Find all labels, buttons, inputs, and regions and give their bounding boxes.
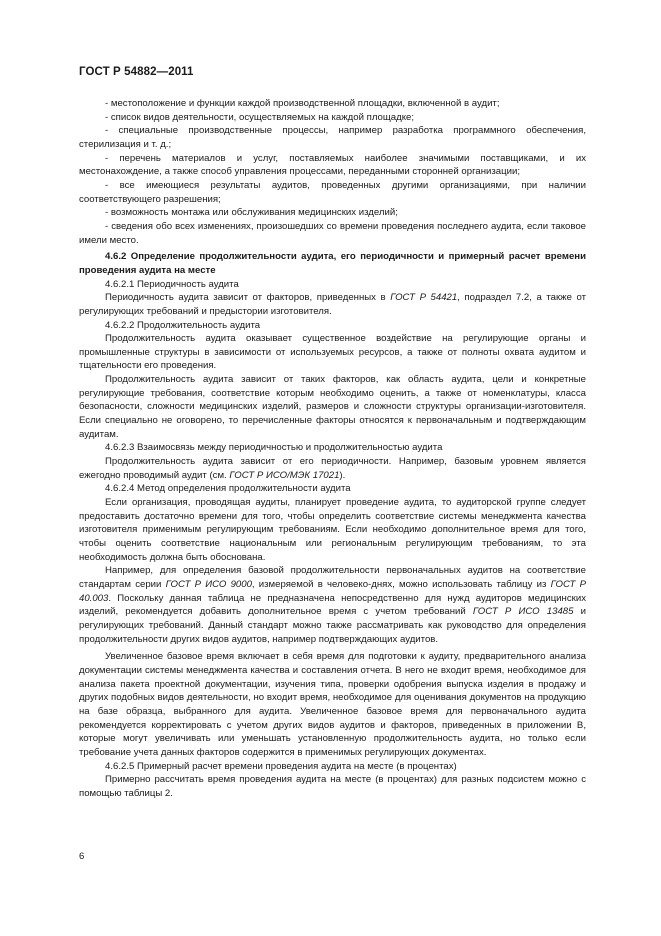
- standard-reference: ГОСТ Р 54421: [390, 292, 458, 304]
- paragraph: Примерно рассчитать время проведения аудита на месте (в процентах) для разных подсистем можно с помощью таблицы 2.: [79, 774, 586, 799]
- document-body: [79, 97, 586, 800]
- bullet-item: - специальные производственные процессы, например разработка программного обеспечения, стерилизация и т. д.;: [79, 125, 586, 150]
- standard-reference: ГОСТ Р 40.003: [79, 578, 587, 604]
- standard-reference: ГОСТ Р ИСО 9000: [165, 578, 252, 590]
- subsection-heading: 4.6.2.5 Примерный расчет времени проведения аудита на месте (в процентах): [105, 760, 457, 772]
- bullet-item: - перечень материалов и услуг, поставляемых наиболее значимыми поставщиками, и их местонахождение, а также способ управления процессами, переданными сторонней организации;: [79, 152, 586, 178]
- paragraph: Продолжительность аудита зависит от таких факторов, как область аудита, цели и конкретные регулирующие требования, соответствие которым необходимо оценить, а также от номенклатуры, класса безопасности, сложности медицинских изделий, размеров и сложности структуры организации-изготовителя. Если специально не оговорено, то перечисленные факторы относятся к первоначальным и подтверждающим аудитам.: [79, 374, 586, 440]
- subsection-heading: 4.6.2.1 Периодичность аудита: [105, 278, 239, 290]
- standard-reference: ГОСТ Р ИСО/МЭК 17021: [229, 469, 340, 481]
- bullet-item: - все имеющиеся результаты аудитов, проведенных другими организациями, при наличии соответствующего разрешения;: [79, 179, 586, 205]
- paragraph: Увеличенное базовое время включает в себя время для подготовки к аудиту, предварительного анализа документации системы менеджмента качества и составления отчета. В него не входит время, необходимое для анализа пакета проектной документации, изучения типа, проверки одобрения выпуска изделия в продажу и других подобных видов деятельности, но входит время, необходимое для оценивания документов на продукцию на базе образца, выбранного для аудита. Увеличенное базовое время для первоначального аудита рекомендуется корректировать с учетом других видов аудитов и факторов, приведенных в приложении B, которые могут увеличивать или уменьшать установленную продолжительность аудита, но только если требование учета данных факторов содержится в применимых регулирующих документах.: [79, 651, 586, 758]
- page-number: 6: [79, 851, 85, 862]
- document-header: ГОСТ Р 54882—2011: [79, 66, 194, 78]
- paragraph: Периодичность аудита зависит от факторов, приведенных в ГОСТ Р 54421, подраздел 7.2, а также от регулирующих требований и предыстории изготовителя.: [79, 292, 586, 317]
- bullet-item: - возможность монтажа или обслуживания медицинских изделий;: [105, 207, 398, 219]
- paragraph: Например, для определения базовой продолжительности первоначальных аудитов на соответствие стандартам серии ГОСТ Р ИСО 9000, измеряемой в человеко-днях, можно использовать таблицу из ГОСТ Р 40.003. Поскольку данная таблица не предназначена непосредственно для нужд аудиторов медицинских изделий, рекомендуется добавить дополнительное время с учетом требований ГОСТ Р ИСО 13485 и регулирующих требований. Данный стандарт можно также рассматривать как руководство для определения продолжительности других видов аудитов, например подтверждающих аудитов.: [79, 565, 587, 645]
- paragraph: Если организация, проводящая аудиты, планирует проведение аудита, то аудиторской группе следует предоставить достаточно времени для того, чтобы определить соответствие системы менеджмента качества изготовителя применимым регулирующим требованиям. Если необходимо дополнительное время для того, чтобы оценить соответствие национальным или региональным регулирующим требованиям, то эта необходимость должна быть обоснована.: [79, 497, 586, 563]
- standard-reference: ГОСТ Р ИСО 13485: [472, 606, 574, 618]
- bullet-item: - сведения обо всех изменениях, произошедших со времени проведения последнего аудита, если таковое имели место.: [79, 220, 586, 246]
- section-title: 4.6.2 Определение продолжительности аудита, его периодичности и примерный расчет времени проведения аудита на месте: [79, 251, 586, 276]
- bullet-item: - местоположение и функции каждой производственной площадки, включенной в аудит;: [105, 98, 500, 109]
- paragraph: Продолжительность аудита оказывает существенное воздействие на регулирующие органы и промышленные структуры в зависимости от используемых ресурсов, а также от полноты охвата аудитом и тщательности его проведения.: [79, 333, 586, 372]
- subsection-heading: 4.6.2.3 Взаимосвязь между периодичностью и продолжительностью аудита: [105, 442, 443, 454]
- subsection-heading: 4.6.2.4 Метод определения продолжительности аудита: [105, 483, 351, 495]
- subsection-heading: 4.6.2.2 Продолжительность аудита: [105, 319, 261, 331]
- paragraph: Продолжительность аудита зависит от его периодичности. Например, базовым уровнем является ежегодно проводимый аудит (см. ГОСТ Р ИСО/МЭК 17021).: [79, 456, 586, 481]
- bullet-item: - список видов деятельности, осуществляемых на каждой площадке;: [105, 111, 414, 123]
